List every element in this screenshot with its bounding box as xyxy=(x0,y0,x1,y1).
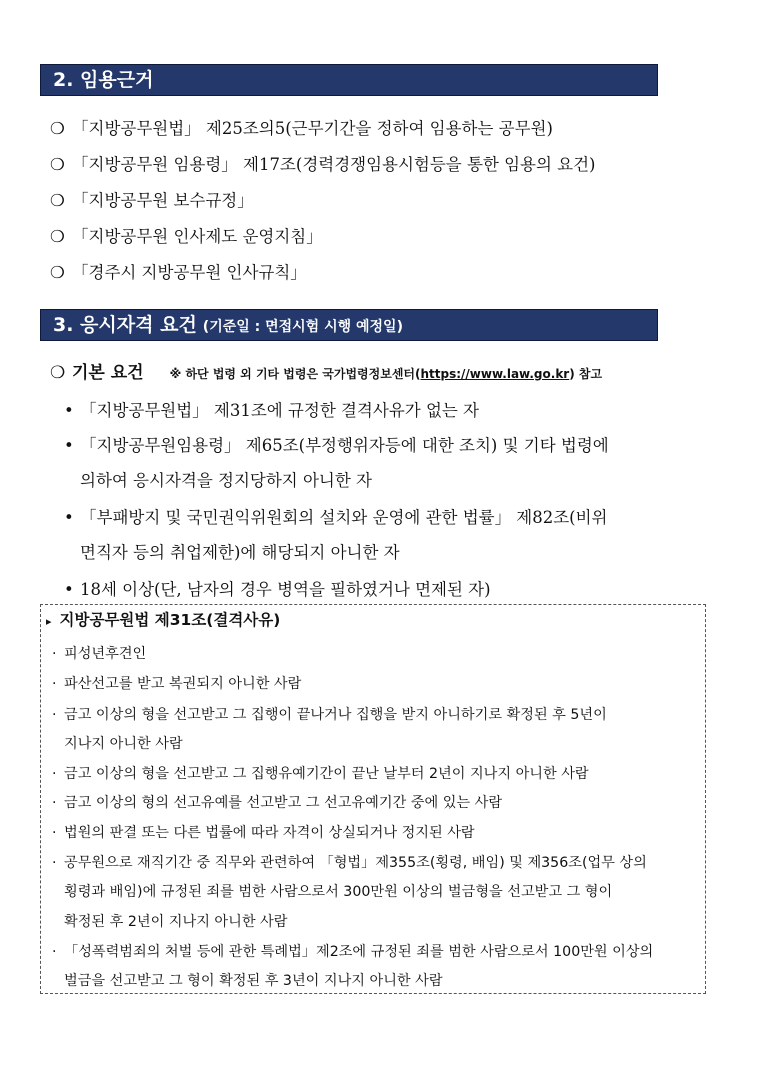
bullet-dot-icon: • xyxy=(64,401,74,420)
law-site-link[interactable]: https://www.law.go.kr xyxy=(420,367,570,381)
middle-dot-icon: · xyxy=(52,795,57,811)
section-3-title: 3. 응시자격 요건 xyxy=(53,314,197,336)
bullet-dot-icon: • xyxy=(64,508,74,527)
disqualification-item-continuation: 확정된 후 2년이 지나지 아니한 사람 xyxy=(64,914,288,930)
reference-note: ※ 하단 법령 외 기타 법령은 국가법령정보센터(https://www.law.go.kr) 참고 xyxy=(169,367,603,381)
bullet-dot-icon: • xyxy=(64,436,74,455)
disqualification-box-title: ▸ 지방공무원법 제31조(결격사유) xyxy=(46,611,281,629)
circle-bullet-icon: ❍ xyxy=(50,227,65,246)
legal-basis-item: ❍ 「경주시 지방공무원 인사규칙」 xyxy=(50,263,307,282)
requirement-item: • 「지방공무원임용령」 제65조(부정행위자등에 대한 조치) 및 기타 법령에 xyxy=(64,436,609,455)
requirement-item-continuation: 의하여 응시자격을 정지당하지 아니한 자 xyxy=(80,471,372,490)
legal-basis-item: ❍ 「지방공무원 인사제도 운영지침」 xyxy=(50,227,323,246)
disqualification-item-continuation: 지나지 아니한 사람 xyxy=(64,736,183,752)
requirement-item-continuation: 면직자 등의 취업제한)에 해당되지 아니한 자 xyxy=(80,543,400,562)
disqualification-item: · 파산선고를 받고 복권되지 아니한 사람 xyxy=(52,676,302,692)
middle-dot-icon: · xyxy=(52,646,57,662)
requirement-item: • 18세 이상(단, 남자의 경우 병역을 필하였거나 면제된 자) xyxy=(64,580,491,599)
middle-dot-icon: · xyxy=(52,676,57,692)
middle-dot-icon: · xyxy=(52,825,57,841)
section-2-header xyxy=(40,64,658,96)
legal-basis-item: ❍ 「지방공무원 임용령」 제17조(경력경쟁임용시험등을 통한 임용의 요건) xyxy=(50,155,596,174)
middle-dot-icon: · xyxy=(52,855,57,871)
circle-bullet-icon: ❍ xyxy=(50,191,65,210)
circle-bullet-icon: ❍ xyxy=(50,263,65,282)
requirement-item: • 「지방공무원법」 제31조에 규정한 결격사유가 없는 자 xyxy=(64,401,479,420)
disqualification-item: · 금고 이상의 형을 선고받고 그 집행유예기간이 끝난 날부터 2년이 지나지 아니한 사람 xyxy=(52,766,589,782)
circle-bullet-icon: ❍ xyxy=(50,363,66,383)
disqualification-item: · 법원의 판결 또는 다른 법률에 따라 자격이 상실되거나 정지된 사람 xyxy=(52,825,475,841)
legal-basis-item: ❍ 「지방공무원 보수규정」 xyxy=(50,191,254,210)
basic-requirements-heading xyxy=(50,358,602,383)
circle-bullet-icon: ❍ xyxy=(50,155,65,174)
disqualification-item: · 금고 이상의 형의 선고유예를 선고받고 그 선고유예기간 중에 있는 사람 xyxy=(52,795,503,811)
bullet-dot-icon: • xyxy=(64,580,74,599)
triangle-right-icon: ▸ xyxy=(46,615,52,628)
disqualification-item: · 공무원으로 재직기간 중 직무와 관련하여 「형법」제355조(횡령, 배임) 및 제356조(업무 상의 xyxy=(52,855,647,871)
circle-bullet-icon: ❍ xyxy=(50,119,65,138)
middle-dot-icon: · xyxy=(52,944,57,960)
section-3-header xyxy=(40,309,658,341)
basic-requirements-label: 기본 요건 xyxy=(72,363,144,383)
disqualification-item: · 금고 이상의 형을 선고받고 그 집행이 끝나거나 집행을 받지 아니하기로 확정된 후 5년이 xyxy=(52,707,607,723)
disqualification-item-continuation: 횡령과 배임)에 규정된 죄를 범한 사람으로서 300만원 이상의 벌금형을 선고받고 그 형이 xyxy=(64,884,613,900)
legal-basis-item: ❍ 「지방공무원법」 제25조의5(근무기간을 정하여 임용하는 공무원) xyxy=(50,119,553,138)
section-3-subtitle: (기준일 : 면접시험 시행 예정일) xyxy=(202,319,403,335)
middle-dot-icon: · xyxy=(52,707,57,723)
requirement-item: • 「부패방지 및 국민권익위원회의 설치와 운영에 관한 법률」 제82조(비위 xyxy=(64,508,608,527)
middle-dot-icon: · xyxy=(52,766,57,782)
section-2-title: 2. 임용근거 xyxy=(53,69,154,91)
disqualification-item: · 피성년후견인 xyxy=(52,646,147,662)
disqualification-item-continuation: 벌금을 선고받고 그 형이 확정된 후 3년이 지나지 아니한 사람 xyxy=(64,973,443,989)
disqualification-item: · 「성폭력범죄의 처벌 등에 관한 특례법」제2조에 규정된 죄를 범한 사람으로서 100만원 이상의 xyxy=(52,944,654,960)
